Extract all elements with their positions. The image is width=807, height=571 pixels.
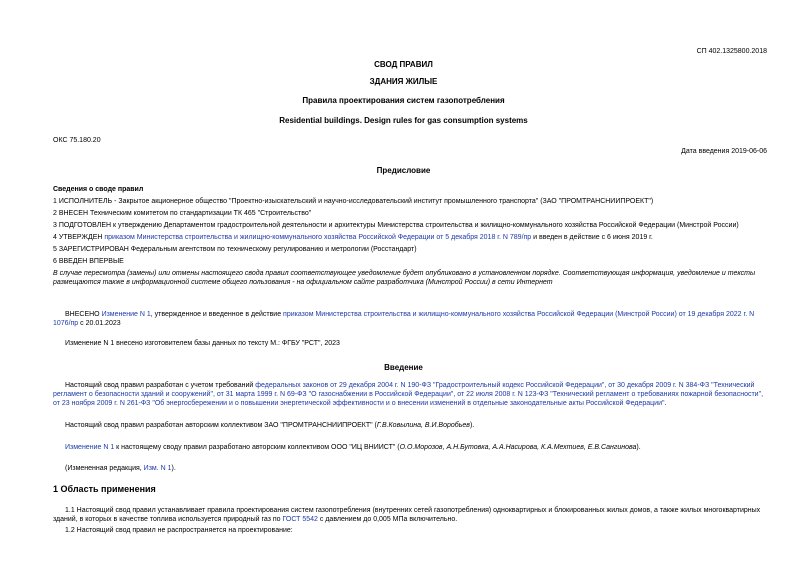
intro-paragraph-3: Изменение N 1 к настоящему своду правил разработано авторским коллективом ООО "ИЦ ВНИИСТ" (О.О.Морозов, А.Н.Бутовка, А.А.Насирова, К.А.Мехтиев, Е.В.Сангинова). bbox=[65, 444, 641, 451]
amendment-note: Изменение N 1 внесено изготовителем базы данных по тексту М.: ФГБУ "РСТ", 2023 bbox=[65, 340, 340, 347]
intro-paragraph-2: Настоящий свод правил разработан авторским коллективом ЗАО "ПРОМТРАНСНИИПРОЕКТ" (Г.В.Ковылина, В.И.Воробьев). bbox=[65, 422, 475, 429]
intro-paragraph-4: (Измененная редакция, Изм. N 1). bbox=[65, 465, 176, 472]
doc-subtitle-en: Residential buildings. Design rules for gas consumption systems bbox=[279, 116, 528, 125]
document-code: СП 402.1325800.2018 bbox=[696, 48, 767, 55]
amendment-ref-link[interactable]: Изм. N 1 bbox=[143, 465, 172, 472]
preface-item-3: 3 ПОДГОТОВЛЕН к утверждению Департаментом градостроительной деятельности и архитектуры Министерства строительства и жилищно-коммунального хозяйства Российской Федерации (Минстрой России) bbox=[53, 222, 739, 229]
preface-item-6: 6 ВВЕДЕН ВПЕРВЫЕ bbox=[53, 258, 124, 265]
intro-paragraph-1: Настоящий свод правил разработан с учетом требований федеральных законов от 29 декабря 2004 г. N 190-ФЗ "Градостроительный кодекс Российской Федерации", от 30 декабря 2009 г. N 384-ФЗ "Технический регламент о безопасности зданий и сооружений", от 31 марта 1999 г. N 69-ФЗ "О газоснабжении в Российской Федерации", от 22 июля 2008 г. N 123-ФЗ "Технический регламент о требованиях пожарной безопасности", от 23 ноября 2009 г. N 261-ФЗ "Об энергосбережении и о повышении энергетической эффективности и о внесении изменений в отдельные законодательные акты Российской Федерации". bbox=[53, 382, 764, 407]
preface-block bbox=[53, 185, 773, 287]
section-1-block bbox=[53, 506, 768, 535]
preface-item-2: 2 ВНЕСЕН Техническим комитетом по стандартизации ТК 465 "Строительство" bbox=[53, 210, 312, 217]
preface-item-1: 1 ИСПОЛНИТЕЛЬ - Закрытое акционерное общество "Проектно-изыскательский и научно-исследовательский институт промышленного транспорта" (ЗАО "ПРОМТРАНСНИИПРОЕКТ") bbox=[53, 198, 654, 205]
federal-laws-link[interactable]: федеральных законов от 29 декабря 2004 г. N 190-ФЗ "Градостроительный кодекс Российской Федерации", от 30 декабря 2009 г. N 384-ФЗ "Технический регламент о безопасности зданий и сооружений", от 31 марта 1999 г. N 69-ФЗ "О газоснабжении в Российской Федерации", от 22 июля 2008 г. N 123-ФЗ "Технический регламент о требованиях пожарной безопасности", от 23 ноября 2009 г. N 261-ФЗ "Об энергосбережении и о повышении энергетической эффективности и о внесении изменений в отдельные законодательные акты Российской Федерации" bbox=[53, 382, 764, 407]
section-1-heading: 1 Область применения bbox=[53, 484, 156, 494]
intro-heading: Введение bbox=[384, 363, 423, 372]
amendment-1-link[interactable]: Изменение N 1 bbox=[101, 311, 151, 318]
preface-item-5: 5 ЗАРЕГИСТРИРОВАН Федеральным агентством по техническому регулированию и метрологии (Росстандарт) bbox=[53, 246, 417, 253]
preface-heading: Предисловие bbox=[376, 166, 431, 175]
doc-type-title: СВОД ПРАВИЛ bbox=[374, 60, 433, 69]
preface-subheading: Сведения о своде правил bbox=[53, 186, 144, 193]
preface-notice: В случае пересмотра (замены) или отмены настоящего свода правил соответствующее уведомление будет опубликовано в установленном порядке. Соответствующая информация, уведомление и тексты размещаются также в информационной системе общего пользования - на официальном сайте разработчика (Минстрой России) в сети Интернет bbox=[53, 270, 756, 286]
doc-main-title: ЗДАНИЯ ЖИЛЫЕ bbox=[369, 77, 438, 86]
order-789-link[interactable]: приказом Министерства строительства и жилищно-коммунального хозяйства Российской Федерации от 5 декабря 2018 г. N 789/пр bbox=[104, 234, 532, 241]
amendment-paragraph: ВНЕСЕНО Изменение N 1, утвержденное и введенное в действие приказом Министерства строительства и жилищно-коммунального хозяйства Российской Федерации (Минстрой России) от 19 декабря 2022 г. N 1076/пр с 20.01.2023 bbox=[53, 311, 755, 327]
section-1-paragraph-1: 1.1 Настоящий свод правил устанавливает правила проектирования систем газопотребления (внутренних сетей газопотребления) одноквартирных и блокированных жилых домов, а также жилых многоквартирных зданий, в которых в качестве топлива используется природный газ по ГОСТ 5542 с давлением до 0,005 МПа включительно. bbox=[53, 507, 761, 523]
gost-5542-link[interactable]: ГОСТ 5542 bbox=[282, 516, 318, 523]
order-1076-link[interactable]: приказом Министерства строительства и жилищно-коммунального хозяйства Российской Федерации (Минстрой России) от 19 декабря 2022 г. N 1076/пр bbox=[53, 311, 755, 327]
amendment-1-link-2[interactable]: Изменение N 1 bbox=[65, 444, 115, 451]
amendment-block bbox=[53, 310, 768, 348]
oks-code: ОКС 75.180.20 bbox=[53, 137, 101, 144]
preface-item-4: 4 УТВЕРЖДЕН приказом Министерства строительства и жилищно-коммунального хозяйства Российской Федерации от 5 декабря 2018 г. N 789/пр и введен в действие с 6 июня 2019 г. bbox=[53, 234, 653, 241]
intro-date: Дата введения 2019-06-06 bbox=[681, 148, 767, 155]
doc-subtitle-ru: Правила проектирования систем газопотребления bbox=[302, 96, 505, 105]
section-1-paragraph-2: 1.2 Настоящий свод правил не распространяется на проектирование: bbox=[65, 527, 293, 534]
intro-block bbox=[53, 381, 768, 473]
